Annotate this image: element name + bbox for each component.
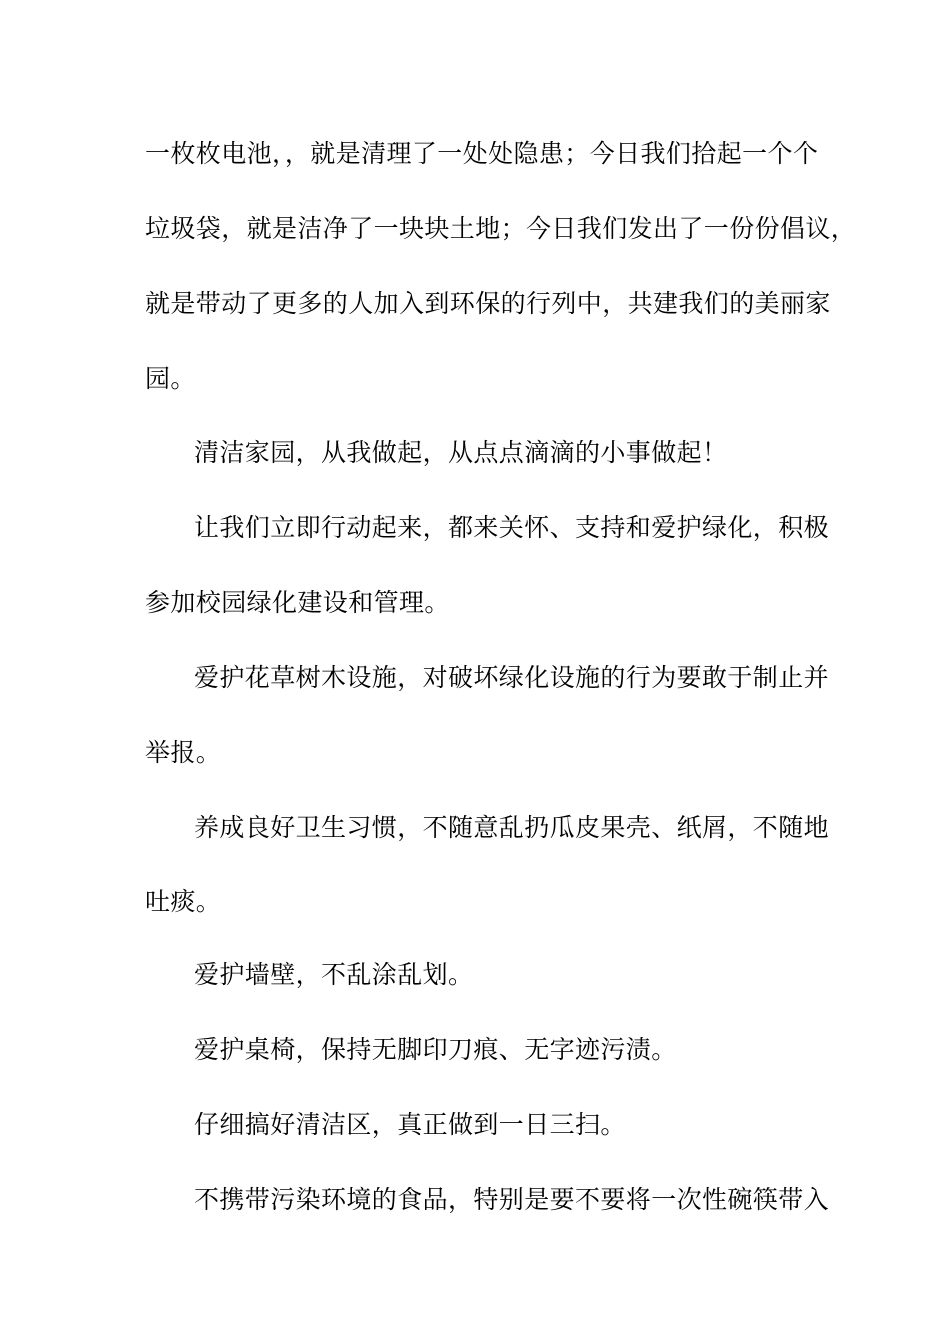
text-line: 一枚枚电池，，就是清理了一处处隐患；今日我们拾起一个个 — [145, 139, 819, 168]
paragraph-line: 养成良好卫生习惯，不随意乱扔瓜皮果壳、纸屑，不随地 — [194, 813, 830, 842]
paragraph-line: 清洁家园，从我做起，从点点滴滴的小事做起！ — [194, 438, 728, 467]
text-line: 就是带动了更多的人加入到环保的行列中，共建我们的美丽家 — [145, 289, 831, 318]
text-line: 垃圾袋，就是洁净了一块块土地；今日我们发出了一份份倡议， — [145, 214, 857, 243]
paragraph-line: 爱护花草树木设施，对破坏绿化设施的行为要敢于制止并 — [194, 663, 830, 692]
paragraph-line: 爱护墙壁，不乱涂乱划。 — [194, 960, 474, 989]
text-line: 吐痰。 — [145, 887, 222, 916]
text-line: 参加校园绿化建设和管理。 — [145, 588, 450, 617]
text-line: 举报。 — [145, 738, 222, 767]
paragraph-line: 仔细搞好清洁区，真正做到一日三扫。 — [194, 1110, 626, 1139]
text-line: 园。 — [145, 364, 196, 393]
paragraph-line: 让我们立即行动起来，都来关怀、支持和爱护绿化，积极 — [194, 513, 830, 542]
paragraph-line: 爱护桌椅，保持无脚印刀痕、无字迹污渍。 — [194, 1035, 677, 1064]
paragraph-line: 不携带污染环境的食品，特别是要不要将一次性碗筷带入 — [194, 1185, 830, 1214]
